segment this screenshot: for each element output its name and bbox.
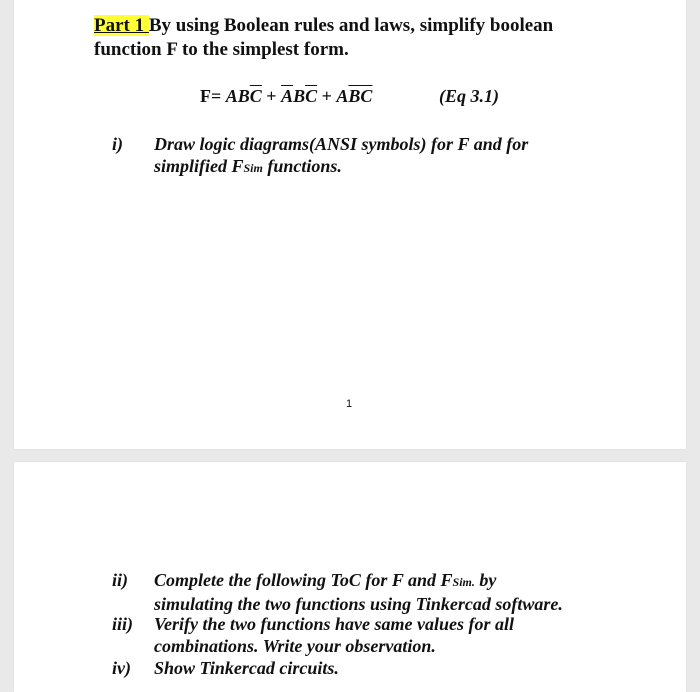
page-number: 1 xyxy=(346,398,353,410)
equation-lhs: F= xyxy=(200,86,226,106)
part1-heading xyxy=(94,14,614,62)
item-ii-line1-pre: Complete the following ToC for F and F xyxy=(154,570,453,590)
plus-2: + xyxy=(317,86,337,106)
item-i-line2-post: functions. xyxy=(262,156,342,176)
item-iv-text: Show Tinkercad circuits. xyxy=(154,658,339,678)
item-i-line1: Draw logic diagrams(ANSI symbols) for F and for xyxy=(154,134,529,154)
equation-3-1 xyxy=(200,86,372,107)
item-i-number: i) xyxy=(112,134,123,154)
document-page-1 xyxy=(14,0,686,449)
equation-reference: (Eq 3.1) xyxy=(439,86,499,106)
document-page-2 xyxy=(14,462,686,692)
item-i-line2-pre: simplified F xyxy=(154,156,244,176)
item-iii-line1: Verify the two functions have same values for all xyxy=(154,614,514,634)
term2-bar-a: $\overline{A}$ xyxy=(281,86,294,106)
item-ii-number: ii) xyxy=(112,570,128,590)
part1-line1: By using Boolean rules and laws, simplify boolean xyxy=(148,15,554,36)
item-i-subscript: Sim xyxy=(243,161,263,175)
item-iv-number: iv) xyxy=(112,658,131,678)
item-i-text xyxy=(154,133,528,179)
item-ii-line2: simulating the two functions using Tinkercad software. xyxy=(154,594,563,614)
item-ii-text xyxy=(154,569,563,615)
term2-plain: B xyxy=(293,86,306,106)
item-ii-subscript: Sim. xyxy=(452,575,475,589)
plus-1: + xyxy=(261,86,282,106)
part1-line2: function F to the simplest form. xyxy=(94,39,349,60)
term1-bar: $\overline{C}$ xyxy=(249,86,262,106)
item-iii-line2: combinations. Write your observation. xyxy=(154,636,436,656)
term1-plain: AB xyxy=(225,86,250,106)
item-ii-line1-post: by xyxy=(474,570,497,590)
term3-plain: A xyxy=(336,86,349,106)
item-iii-text xyxy=(154,613,514,657)
term3-bar: $\overline{BC}$ xyxy=(348,86,373,106)
part1-label: Part 1 xyxy=(94,15,149,36)
item-iii-number: iii) xyxy=(112,614,133,634)
term2-bar-c: $\overline{C}$ xyxy=(305,86,318,106)
